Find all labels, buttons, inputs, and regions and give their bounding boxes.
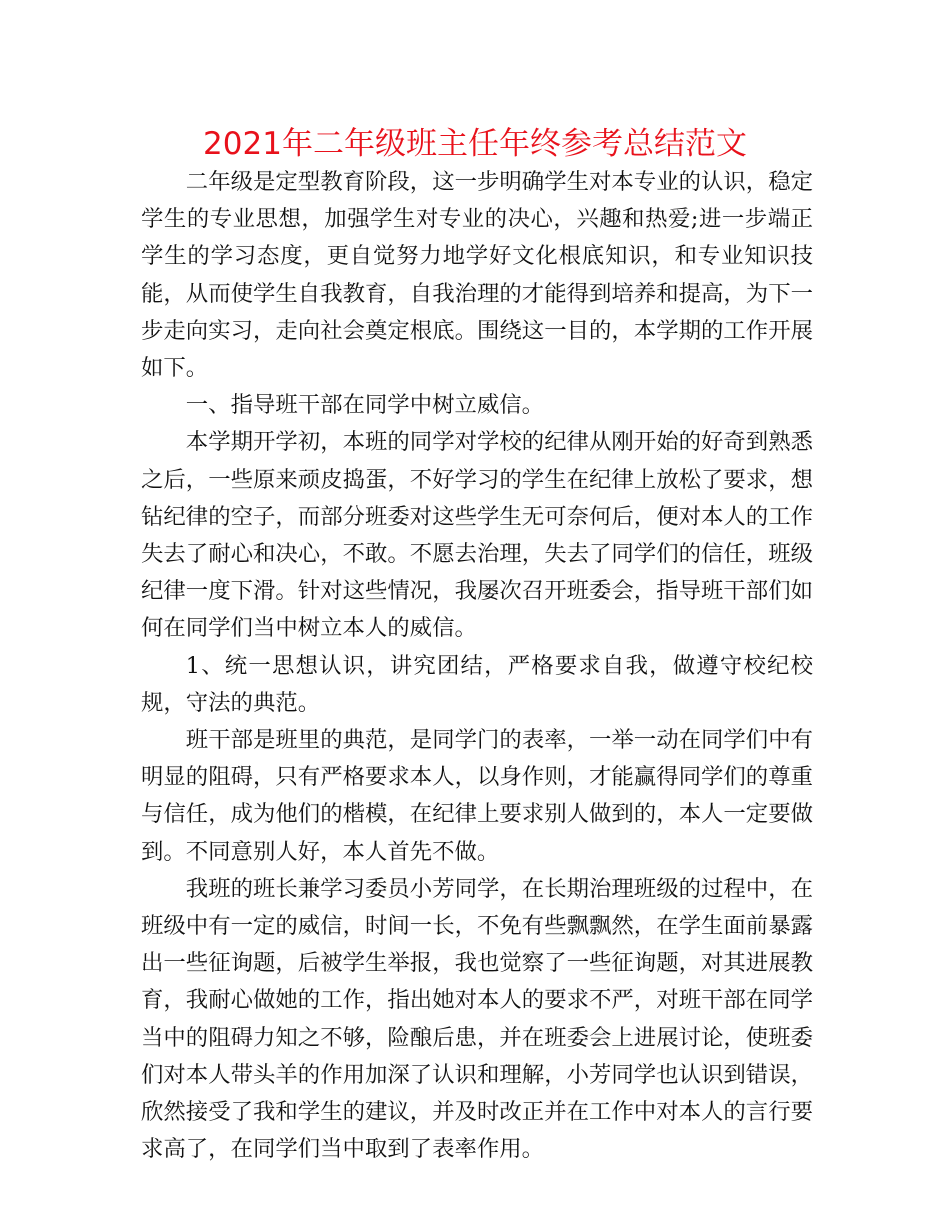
- document-body: [141, 164, 813, 1168]
- document-title: 2021年二年级班主任年终参考总结范文: [203, 126, 747, 162]
- paragraph-monitor-case: 我班的班长兼学习委员小芳同学，在长期治理班级的过程中，在班级中有一定的威信，时间一长，不免有些飘飘然，在学生面前暴露出一些征询题，后被学生举报，我也觉察了一些征询题，对其进展教育，我耐心做她的工作，指出她对本人的要求不严，对班干部在同学当中的阻碍力知之不够，险酿后患，并在班委会上进展讨论，使班委们对本人带头羊的作用加深了认识和理解，小芳同学也认识到错误，欣然接受了我和学生的建议，并及时改正并在工作中对本人的言行要求高了，在同学们当中取到了表率作用。: [141, 875, 813, 1163]
- paragraph-role-model: 班干部是班里的典范，是同学门的表率，一举一动在同学们中有明显的阻碍，只有严格要求本人，以身作则，才能赢得同学们的尊重与信任，成为他们的楷模，在纪律上要求别人做到的，本人一定要做到。不同意别人好，本人首先不做。: [141, 727, 813, 865]
- paragraph-point-1: 1、统一思想认识，讲究团结，严格要求自我，做遵守校纪校规，守法的典范。: [141, 652, 813, 716]
- paragraph-intro: 二年级是定型教育阶段，这一步明确学生对本专业的认识，稳定学生的专业思想，加强学生对专业的决心，兴趣和热爱;进一步端正学生的学习态度，更自觉努力地学好文化根底知识，和专业知识技能，从而使学生自我教育，自我治理的才能得到培养和提高，为下一步走向实习，走向社会奠定根底。围绕这一目的，本学期的工作开展如下。: [141, 169, 813, 382]
- paragraph-discipline: 本学期开学初，本班的同学对学校的纪律从刚开始的好奇到熟悉之后，一些原来顽皮捣蛋，不好学习的学生在纪律上放松了要求，想钻纪律的空子，而部分班委对这些学生无可奈何后，便对本人的工作失去了耐心和决心，不敢。不愿去治理，失去了同学们的信任，班级纪律一度下滑。针对这些情况，我屡次召开班委会，指导班干部们如何在同学们当中树立本人的威信。: [141, 429, 813, 642]
- paragraph-heading-1: 一、指导班干部在同学中树立威信。: [185, 392, 545, 419]
